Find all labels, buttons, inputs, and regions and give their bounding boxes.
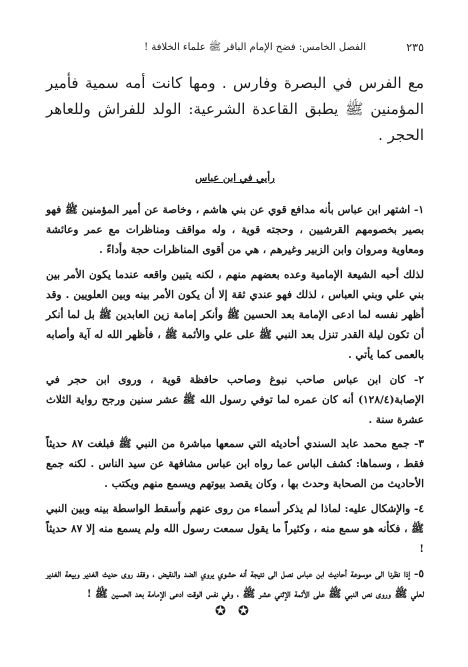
paragraph-5: ٤- والإشكال عليه: لماذا لم يذكر أسماء من روى عنهم وأسقط الواسطة بينه وبين النبي ﷺ ، فكأنه هو سمع منه ، وكثيراً ما يقول سمعت رسول الله ولم يسمع منه إلا ٨٧ حديثاً ! — [46, 503, 424, 555]
section-heading — [46, 172, 424, 186]
page-header — [46, 40, 424, 56]
page-number: ٢٣٥ — [406, 41, 424, 54]
ornament-icon: ✪ ✪ — [215, 604, 253, 619]
page-body — [46, 70, 424, 609]
paragraph-6: ٥- إذا نظرنا الى موسوعة أحاديث ابن عباس نصل الى نتيجة أنه حشوي يروي الضد والنقيض ، وفقد روى حديث الغدير وبيعة الغدير لعلي ﷺ وروى نص النبي ﷺ على الأئمة الإثني عشر ﷺ ، وفي نفس الوقت ادعى الإمامة بعد الحسين ﷺ ! — [46, 568, 424, 600]
paragraph-3: ٢- كان ابن عباس صاحب نبوغ وصاحب حافظة قوية ، وروى ابن حجر في الإصابة(١٢٨/٤) أنه كان عمره لما توفي رسول الله ﷺ عشر سنين ورجح رواية الثلاث عشرة سنة . — [46, 374, 424, 426]
paragraph-1: ١- اشتهر ابن عباس بأنه مدافع قوي عن بني هاشم ، وخاصة عن أمير المؤمنين ﷺ فهو بصير بخصومهم القرشيين ، وحجته قوية ، وله مواقف ومناظرات مع عمر وعائشة ومعاوية ومروان وابن الزبير وغيرهم ، هي من أقوى المناظرات حجة وأداءً . — [46, 204, 424, 256]
section-heading-text: رأيي في ابن عباس — [195, 173, 275, 184]
paragraph-4: ٣- جمع محمد عابد السندي أحاديثه التي سمعها مباشرة من النبي ﷺ فبلغت ٨٧ حديثاً فقط ، وسماها: كشف الباس عما رواه ابن عباس مشافهة عن سيد الناس . لكنه جمع الأحاديث من الصحابة وحدث بها ، وكان يقصد بيوتهم ويسمع منهم ويكتب . — [46, 438, 425, 490]
intro-paragraph: مع الفرس في البصرة وفارس . ومها كانت أمه سمية فأمير المؤمنين ﷺ يطبق القاعدة الشرعية: الولد للفراش وللعاهر الحجر . — [46, 74, 424, 144]
running-title: الفصل الخامس: فضح الإمام الباقر ﷺ علماء الخلافة ! — [144, 42, 366, 53]
paragraph-2: لذلك أحبه الشيعة الإمامية وعده بعضهم منهم ، لكنه يتبين واقعه عندما يكون الأمر بين بني علي وبني العباس ، لذلك فهو عندي ثقة إلا أن يكون الأمر بينه وبين العلويين . وقد أظهر نفسه لما ادعى الإمامة بعد الحسين ﷺ وأنكر إمامة زين العابدين ﷺ بل لما أنكر أن تكون ليلة القدر تنزل بعد النبي ﷺ على علي والأئمة ﷺ ، فأظهر الله له آية وأصابه بالعمى كما يأتي . — [46, 269, 424, 361]
